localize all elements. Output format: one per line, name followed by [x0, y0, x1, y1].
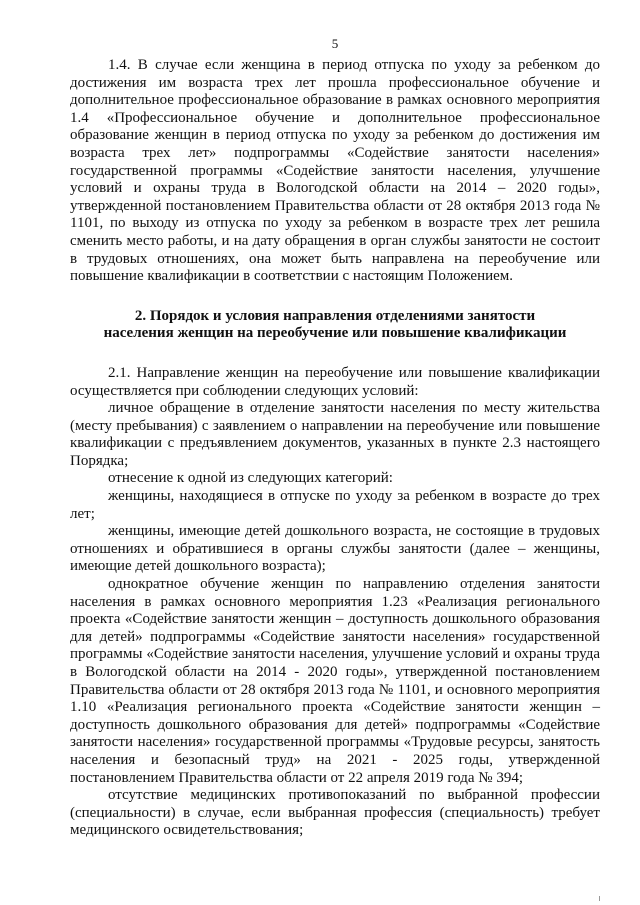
- page-number: 5: [331, 36, 339, 51]
- condition-medical: отсутствие медицинских противопоказаний по выбранной профессии (специальности) в случае, если выбранная профессия (специальность) требует медицинского освидетельствования;: [70, 787, 600, 839]
- document-page: [70, 36, 600, 840]
- section-2-heading-line-1: 2. Порядок и условия направления отделениями занятости: [134, 307, 536, 324]
- section-2-heading: [70, 308, 600, 343]
- scan-mark: [599, 896, 600, 901]
- condition-one-time-training: однократное обучение женщин по направлению отделения занятости населения в рамках основного мероприятия 1.23 «Реализация регионального проекта «Содействие занятости женщин – доступность дошкольного образования для детей» подпрограммы «Содействие занятости населения» государственной программы «Содействие занятости населения, улучшение условий и охраны труда в Вологодской области на 2014 - 2020 годы», утвержденной постановлением Правительства области от 28 октября 2013 года № 1101, и основного мероприятия 1.10 «Реализация регионального проекта «Содействие занятости женщин – доступность дошкольного образования для детей» подпрограммы «Содействие занятости населения» государственной программы «Трудовые ресурсы, занятость населения и безопасный труд» на 2021 - 2025 годы, утвержденной постановлением Правительства области от 22 апреля 2019 года № 394;: [70, 576, 600, 786]
- paragraph-1-4: 1.4. В случае если женщина в период отпуска по уходу за ребенком до достижения им возраста трех лет прошла профессиональное обучение и дополнительное профессиональное образование в рамках основного мероприятия 1.4 «Профессиональное обучение и дополнительное профессиональное образование женщин в период отпуска по уходу за ребенком до достижения им возраста трех лет» подпрограммы «Содействие занятости населения» государственной программы «Содействие занятости населения, улучшение условий и охраны труда в Вологодской области на 2014 – 2020 годы», утвержденной постановлением Правительства области от 28 октября 2013 года № 1101, по выходу из отпуска по уходу за ребенком в возрасте трех лет решила сменить место работы, и на дату обращения в орган службы занятости не состоит в трудовых отношениях, она может быть направлена на переобучение или повышение квалификации в соответствии с настоящим Положением.: [70, 57, 600, 285]
- category-preschool-children: женщины, имеющие детей дошкольного возраста, не состоящие в трудовых отношениях и обратившиеся в органы службы занятости (далее – женщины, имеющие детей дошкольного возраста);: [70, 523, 600, 575]
- condition-personal-application: личное обращение в отделение занятости населения по месту жительства (месту пребывания) с заявлением о направлении на переобучение или повышение квалификации с предъявлением документов, указанных в пункте 2.3 настоящего Порядка;: [70, 400, 600, 469]
- paragraph-2-1: 2.1. Направление женщин на переобучение или повышение квалификации осуществляется при соблюдении следующих условий:: [70, 364, 600, 399]
- section-2-heading-line-2: населения женщин на переобучение или повышение квалификации: [103, 325, 567, 342]
- category-parental-leave: женщины, находящиеся в отпуске по уходу за ребенком в возрасте до трех лет;: [70, 488, 600, 522]
- condition-category: отнесение к одной из следующих категорий:: [108, 470, 393, 487]
